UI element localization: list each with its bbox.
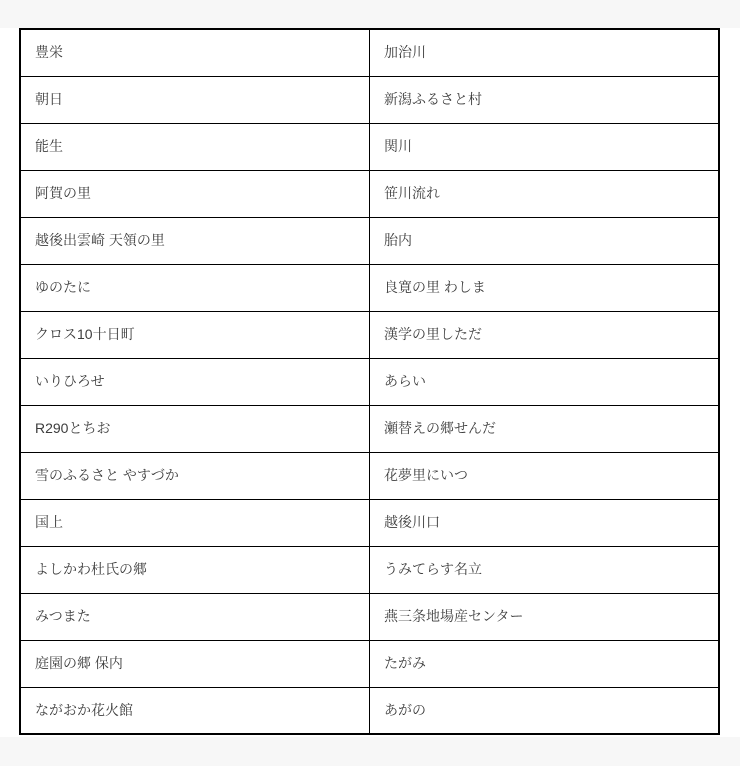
station-cell-left: ゆのたに [20, 264, 370, 311]
station-cell-left: 豊栄 [20, 29, 370, 76]
station-cell-right: 関川 [370, 123, 720, 170]
table-row [20, 217, 719, 264]
station-cell-left: ながおか花火館 [20, 687, 370, 734]
station-cell-left: クロス10十日町 [20, 311, 370, 358]
station-cell-left: いりひろせ [20, 358, 370, 405]
station-cell-left: よしかわ杜氏の郷 [20, 546, 370, 593]
station-cell-right: 加治川 [370, 29, 720, 76]
station-cell-right: たがみ [370, 640, 720, 687]
station-cell-left: 朝日 [20, 76, 370, 123]
station-cell-right: 燕三条地場産センター [370, 593, 720, 640]
table-row [20, 405, 719, 452]
station-cell-left: みつまた [20, 593, 370, 640]
table-row [20, 546, 719, 593]
table-row [20, 452, 719, 499]
bottom-background-band [0, 737, 740, 766]
station-cell-left: R290とちお [20, 405, 370, 452]
station-cell-right: あがの [370, 687, 720, 734]
station-cell-right: 胎内 [370, 217, 720, 264]
table-row [20, 593, 719, 640]
station-cell-right: 新潟ふるさと村 [370, 76, 720, 123]
table-row [20, 170, 719, 217]
table-row [20, 123, 719, 170]
table-row [20, 311, 719, 358]
table-row [20, 499, 719, 546]
station-cell-right: 瀬替えの郷せんだ [370, 405, 720, 452]
top-background-band [0, 0, 740, 28]
table-row [20, 358, 719, 405]
station-cell-right: 良寛の里 わしま [370, 264, 720, 311]
station-cell-left: 国上 [20, 499, 370, 546]
table-row [20, 264, 719, 311]
station-cell-right: 笹川流れ [370, 170, 720, 217]
station-cell-left: 阿賀の里 [20, 170, 370, 217]
roadside-station-table [19, 28, 720, 735]
table-row [20, 29, 719, 76]
station-cell-right: うみてらす名立 [370, 546, 720, 593]
table-row [20, 76, 719, 123]
station-cell-left: 能生 [20, 123, 370, 170]
table-row [20, 687, 719, 734]
station-table-body [20, 29, 719, 734]
station-cell-right: 越後川口 [370, 499, 720, 546]
station-cell-right: 漢学の里しただ [370, 311, 720, 358]
station-cell-right: 花夢里にいつ [370, 452, 720, 499]
station-cell-left: 越後出雲崎 天領の里 [20, 217, 370, 264]
station-cell-right: あらい [370, 358, 720, 405]
station-cell-left: 雪のふるさと やすづか [20, 452, 370, 499]
table-row [20, 640, 719, 687]
station-cell-left: 庭園の郷 保内 [20, 640, 370, 687]
